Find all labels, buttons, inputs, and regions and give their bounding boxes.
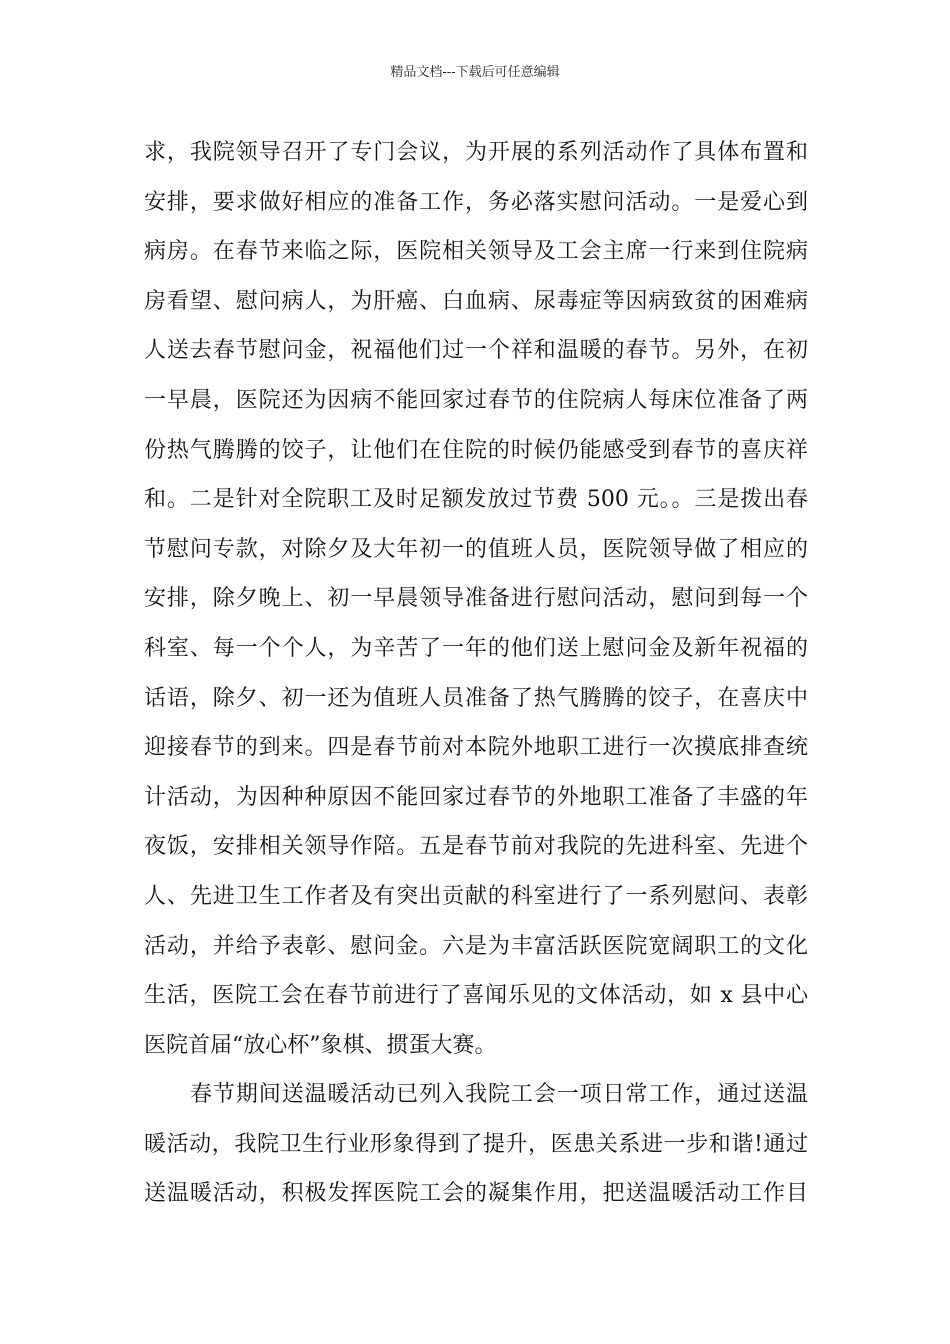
text-line: 安排，除夕晚上、初一早晨领导准备进行慰问活动，慰问到每一个 [144, 586, 808, 612]
text-line: 医院首届“放心杯”象棋、掼蛋大赛。 [144, 1032, 497, 1058]
text-line: 生活，医院工会在春节前进行了喜闻乐见的文体活动，如 x 县中心 [144, 983, 808, 1009]
text-line: 安排，要求做好相应的准备工作，务必落实慰问活动。一是爱心到 [144, 189, 808, 215]
text-line: 节慰问专款，对除夕及大年初一的值班人员，医院领导做了相应的 [144, 536, 808, 562]
text-line: 一早晨，医院还为因病不能回家过春节的住院病人每床位准备了两 [144, 387, 808, 413]
text-line: 病房。在春节来临之际，医院相关领导及工会主席一行来到住院病 [144, 239, 808, 265]
paragraph-1 [144, 128, 808, 1070]
text-line: 人送去春节慰问金，祝福他们过一个祥和温暖的春节。另外，在初 [144, 338, 808, 364]
text-line: 送温暖活动，积极发挥医院工会的凝集作用，把送温暖活动工作目 [144, 1181, 808, 1207]
text-line: 夜饭，安排相关领导作陪。五是春节前对我院的先进科室、先进个 [144, 834, 808, 860]
paragraph-2 [144, 1070, 808, 1219]
text-line: 人、先进卫生工作者及有突出贡献的科室进行了一系列慰问、表彰 [144, 883, 808, 909]
text-line: 科室、每一个个人，为辛苦了一年的他们送上慰问金及新年祝福的 [144, 635, 808, 661]
text-line: 话语，除夕、初一还为值班人员准备了热气腾腾的饺子，在喜庆中 [144, 685, 808, 711]
document-body [144, 128, 808, 1219]
text-line: 和。二是针对全院职工及时足额发放过节费 500 元。。三是拨出春 [144, 487, 808, 513]
text-line: 计活动，为因种种原因不能回家过春节的外地职工准备了丰盛的年 [144, 784, 808, 810]
text-line: 春节期间送温暖活动已列入我院工会一项日常工作，通过送温 [190, 1082, 808, 1108]
text-line: 活动，并给予表彰、慰问金。六是为丰富活跃医院宽阔职工的文化 [144, 933, 808, 959]
text-line: 暖活动，我院卫生行业形象得到了提升，医患关系进一步和谐!通过 [144, 1131, 808, 1157]
text-line: 求，我院领导召开了专门会议，为开展的系列活动作了具体布置和 [144, 140, 808, 165]
text-line: 迎接春节的到来。四是春节前对本院外地职工进行一次摸底排查统 [144, 735, 808, 761]
page-header: 精品文档---下载后可任意编辑 [390, 65, 560, 80]
text-line: 房看望、慰问病人，为肝癌、白血病、尿毒症等因病致贫的困难病 [144, 288, 808, 314]
text-line: 份热气腾腾的饺子，让他们在住院的时候仍能感受到春节的喜庆祥 [144, 437, 808, 463]
